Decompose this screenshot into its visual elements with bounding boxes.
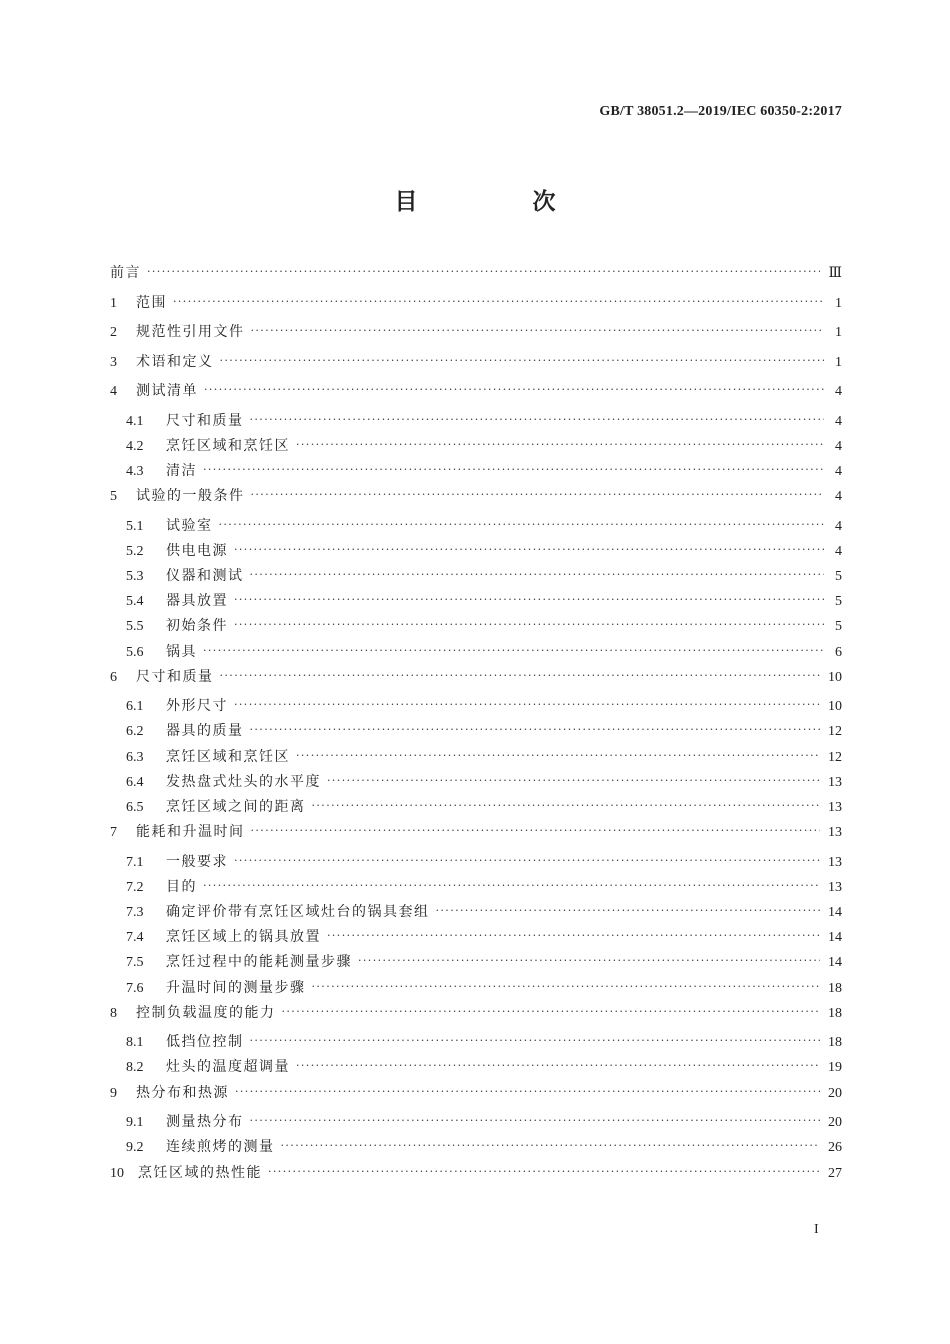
toc-entry-title: 器具的质量 [166, 723, 244, 740]
toc-entry-page: 14 [828, 930, 842, 946]
toc-entry-number: 6.1 [126, 699, 144, 715]
toc-entry-number: 4.2 [126, 438, 144, 454]
toc-dot-leader [281, 1137, 821, 1155]
toc-chapter-row[interactable] [110, 294, 842, 324]
toc-chapter-row[interactable] [110, 264, 842, 294]
toc-section-row[interactable] [110, 853, 842, 878]
toc-entry-number: 2 [110, 325, 117, 340]
toc-dot-leader [234, 591, 824, 609]
toc-entry-title: 连续煎烤的测量 [166, 1139, 275, 1156]
toc-entry-number: 9.1 [126, 1115, 144, 1131]
toc-entry-page: 19 [828, 1060, 842, 1076]
toc-section-row[interactable] [110, 878, 842, 903]
toc-entry-page: 20 [828, 1085, 842, 1101]
toc-dot-leader [234, 541, 824, 559]
toc-section-row[interactable] [110, 1058, 842, 1083]
toc-entry-title: 烹饪区域之间的距离 [166, 798, 306, 815]
toc-entry-page: 20 [828, 1115, 842, 1131]
toc-entry-number: 4.1 [126, 413, 144, 429]
toc-entry-page: 13 [828, 854, 842, 870]
toc-dot-leader [250, 411, 825, 429]
toc-entry-page: 1 [835, 354, 842, 370]
toc-dot-leader [234, 696, 820, 714]
toc-dot-leader [312, 797, 821, 815]
toc-entry-number: 8 [110, 1005, 117, 1021]
toc-section-row[interactable] [110, 567, 842, 592]
toc-entry-page: 13 [828, 825, 842, 841]
toc-entry-page: 1 [835, 295, 842, 311]
toc-dot-leader [250, 566, 825, 584]
toc-entry-title: 烹饪区域的热性能 [138, 1164, 262, 1181]
toc-entry-number: 6 [110, 669, 117, 685]
toc-entry-page: 4 [835, 543, 842, 559]
toc-entry-title: 灶头的温度超调量 [166, 1059, 290, 1076]
page-number: I [814, 1222, 819, 1237]
toc-entry-page: 18 [828, 1005, 842, 1021]
toc-entry-number: 8.1 [126, 1035, 144, 1051]
toc-entry-page: 10 [828, 699, 842, 715]
toc-section-row[interactable] [110, 592, 842, 617]
toc-entry-page: 4 [835, 463, 842, 479]
toc-entry-number: 5.6 [126, 644, 144, 660]
toc-entry-title: 术语和定义 [136, 353, 214, 370]
toc-entry-page: 14 [828, 905, 842, 920]
toc-dot-leader [327, 927, 820, 945]
toc-dot-leader [251, 322, 825, 340]
toc-dot-leader [251, 822, 821, 840]
toc-section-row[interactable] [110, 903, 842, 928]
toc-entry-title: 前言 [110, 265, 141, 281]
toc-entry-page: 27 [828, 1165, 842, 1181]
toc-entry-title: 升温时间的测量步骤 [166, 979, 306, 996]
toc-dot-leader [173, 293, 824, 311]
toc-dot-leader [235, 1083, 820, 1101]
toc-entry-title: 烹饪过程中的能耗测量步骤 [166, 954, 352, 971]
toc-entry-number: 6.5 [126, 799, 144, 815]
toc-entry-title: 锅具 [166, 643, 197, 660]
toc-entry-number: 7.2 [126, 879, 144, 895]
toc-entry-page: 5 [835, 594, 842, 610]
toc-entry-number: 7.6 [126, 980, 144, 996]
toc-entry-number: 5.5 [126, 619, 144, 635]
toc-entry-number: 7.1 [126, 854, 144, 870]
toc-entry-page: 4 [835, 384, 842, 399]
toc-entry-number: 5.2 [126, 543, 144, 559]
toc-chapter-row[interactable] [110, 487, 842, 517]
toc-entry-title: 发热盘式灶头的水平度 [166, 773, 321, 790]
toc-entry-title: 烹饪区域和烹饪区 [166, 437, 290, 454]
toc-entry-title: 确定评价带有烹饪区域灶台的锅具套组 [166, 904, 430, 920]
toc-entry-page: 13 [828, 879, 842, 895]
toc-dot-leader [358, 952, 820, 970]
toc-entry-title: 器具放置 [166, 593, 228, 610]
toc-dot-leader [220, 352, 825, 370]
toc-section-row[interactable] [110, 748, 842, 773]
toc-entry-number: 5 [110, 489, 117, 505]
toc-dot-leader [296, 436, 824, 454]
toc-dot-leader [234, 616, 824, 634]
toc-entry-title: 试验室 [166, 517, 213, 534]
toc-entry-page: 5 [835, 619, 842, 635]
toc-dot-leader [251, 486, 825, 504]
toc-dot-leader [250, 721, 821, 739]
toc-entry-page: 4 [835, 518, 842, 534]
toc-section-row[interactable] [110, 462, 842, 487]
toc-dot-leader [204, 381, 824, 399]
toc-entry-title: 规范性引用文件 [136, 324, 245, 340]
toc-entry-title: 尺寸和质量 [136, 668, 214, 685]
toc-entry-number: 5.1 [126, 518, 144, 534]
toc-entry-number: 4 [110, 384, 117, 399]
toc-dot-leader [282, 1003, 821, 1021]
toc-chapter-row[interactable] [110, 382, 842, 412]
toc-section-row[interactable] [110, 928, 842, 953]
toc-entry-title: 测量热分布 [166, 1114, 244, 1131]
toc-entry-page: 26 [828, 1140, 842, 1156]
toc-entry-number: 6.3 [126, 749, 144, 765]
toc-entry-number: 6.2 [126, 724, 144, 740]
toc-entry-page: 5 [835, 568, 842, 584]
toc-chapter-row[interactable] [110, 1164, 842, 1194]
toc-entry-number: 7.3 [126, 905, 144, 920]
toc-entry-number: 7.5 [126, 955, 144, 971]
toc-section-row[interactable] [110, 979, 842, 1004]
toc-entry-title: 清洁 [166, 462, 197, 479]
toc-dot-leader [296, 1057, 820, 1075]
toc-section-row[interactable] [110, 1113, 842, 1138]
toc-entry-page: 13 [828, 774, 842, 790]
toc-dot-leader [312, 978, 821, 996]
toc-dot-leader [327, 772, 820, 790]
toc-entry-page: 10 [828, 669, 842, 685]
toc-entry-title: 尺寸和质量 [166, 412, 244, 429]
toc-section-row[interactable] [110, 697, 842, 722]
toc-dot-leader [250, 1112, 821, 1130]
toc-section-row[interactable] [110, 643, 842, 668]
toc-entry-title: 烹饪区域和烹饪区 [166, 748, 290, 765]
toc-entry-title: 仪器和测试 [166, 567, 244, 584]
toc-entry-number: 6.4 [126, 774, 144, 790]
toc-dot-leader [234, 852, 820, 870]
toc-chapter-row[interactable] [110, 323, 842, 353]
toc-entry-title: 热分布和热源 [136, 1084, 229, 1101]
toc-entry-title: 外形尺寸 [166, 698, 228, 715]
toc-dot-leader [203, 877, 820, 895]
toc-entry-number: 1 [110, 295, 117, 311]
toc-entry-page: 14 [828, 955, 842, 971]
toc-entry-title: 一般要求 [166, 853, 228, 870]
toc-dot-leader [203, 461, 824, 479]
toc-entry-number: 8.2 [126, 1060, 144, 1076]
toc-section-row[interactable] [110, 617, 842, 642]
toc-entry-page: 18 [828, 1035, 842, 1051]
toc-entry-number: 9 [110, 1085, 117, 1101]
toc-entry-title: 范围 [136, 294, 167, 311]
toc-entry-number: 7.4 [126, 930, 144, 946]
toc-chapter-row[interactable] [110, 353, 842, 383]
toc-entry-page: 12 [828, 724, 842, 740]
toc-section-row[interactable] [110, 437, 842, 462]
toc-section-row[interactable] [110, 1138, 842, 1163]
toc-section-row[interactable] [110, 517, 842, 542]
toc-dot-leader [250, 1032, 821, 1050]
toc-dot-leader [203, 642, 824, 660]
page-title: 目 次 [394, 189, 602, 215]
toc-entry-page: 13 [828, 799, 842, 815]
toc-entry-title: 烹饪区域上的锅具放置 [166, 929, 321, 946]
toc-chapter-row[interactable] [110, 823, 842, 853]
toc-entry-number: 10 [110, 1165, 124, 1181]
toc-section-row[interactable] [110, 722, 842, 747]
toc-dot-leader [436, 902, 821, 920]
toc-entry-page: 1 [835, 325, 842, 340]
toc-entry-number: 7 [110, 825, 117, 841]
toc-entry-page: 6 [835, 644, 842, 660]
toc-entry-title: 低挡位控制 [166, 1034, 244, 1051]
toc-entry-number: 3 [110, 354, 117, 370]
standard-number-header: GB/T 38051.2—2019/IEC 60350-2:2017 [599, 104, 842, 119]
toc-dot-leader [268, 1163, 820, 1181]
toc-entry-number: 4.3 [126, 463, 144, 479]
toc-chapter-row[interactable] [110, 668, 842, 698]
toc-entry-title: 试验的一般条件 [136, 488, 245, 505]
toc-section-row[interactable] [110, 1033, 842, 1058]
toc-entry-page: 18 [828, 980, 842, 996]
toc-dot-leader [147, 263, 820, 281]
toc-entry-title: 初始条件 [166, 618, 228, 635]
toc-entry-title: 供电电源 [166, 542, 228, 559]
toc-chapter-row[interactable] [110, 1004, 842, 1034]
toc-entry-page: 4 [835, 489, 842, 505]
toc-section-row[interactable] [110, 798, 842, 823]
toc-entry-title: 控制负载温度的能力 [136, 1004, 276, 1021]
toc-entry-page: 4 [835, 438, 842, 454]
toc-section-row[interactable] [110, 953, 842, 978]
toc-dot-leader [296, 747, 820, 765]
toc-entry-page: Ⅲ [828, 266, 842, 281]
toc-section-row[interactable] [110, 773, 842, 798]
toc-entry-title: 能耗和升温时间 [136, 824, 245, 841]
toc-entry-number: 9.2 [126, 1140, 144, 1156]
toc-section-row[interactable] [110, 412, 842, 437]
toc-dot-leader [219, 516, 825, 534]
toc-section-row[interactable] [110, 542, 842, 567]
toc-chapter-row[interactable] [110, 1084, 842, 1114]
table-of-contents [110, 264, 842, 1193]
toc-entry-number: 5.3 [126, 568, 144, 584]
toc-dot-leader [220, 667, 821, 685]
toc-entry-page: 12 [828, 749, 842, 765]
toc-entry-title: 测试清单 [136, 383, 198, 399]
toc-entry-title: 目的 [166, 878, 197, 895]
toc-entry-number: 5.4 [126, 594, 144, 610]
toc-entry-page: 4 [835, 413, 842, 429]
